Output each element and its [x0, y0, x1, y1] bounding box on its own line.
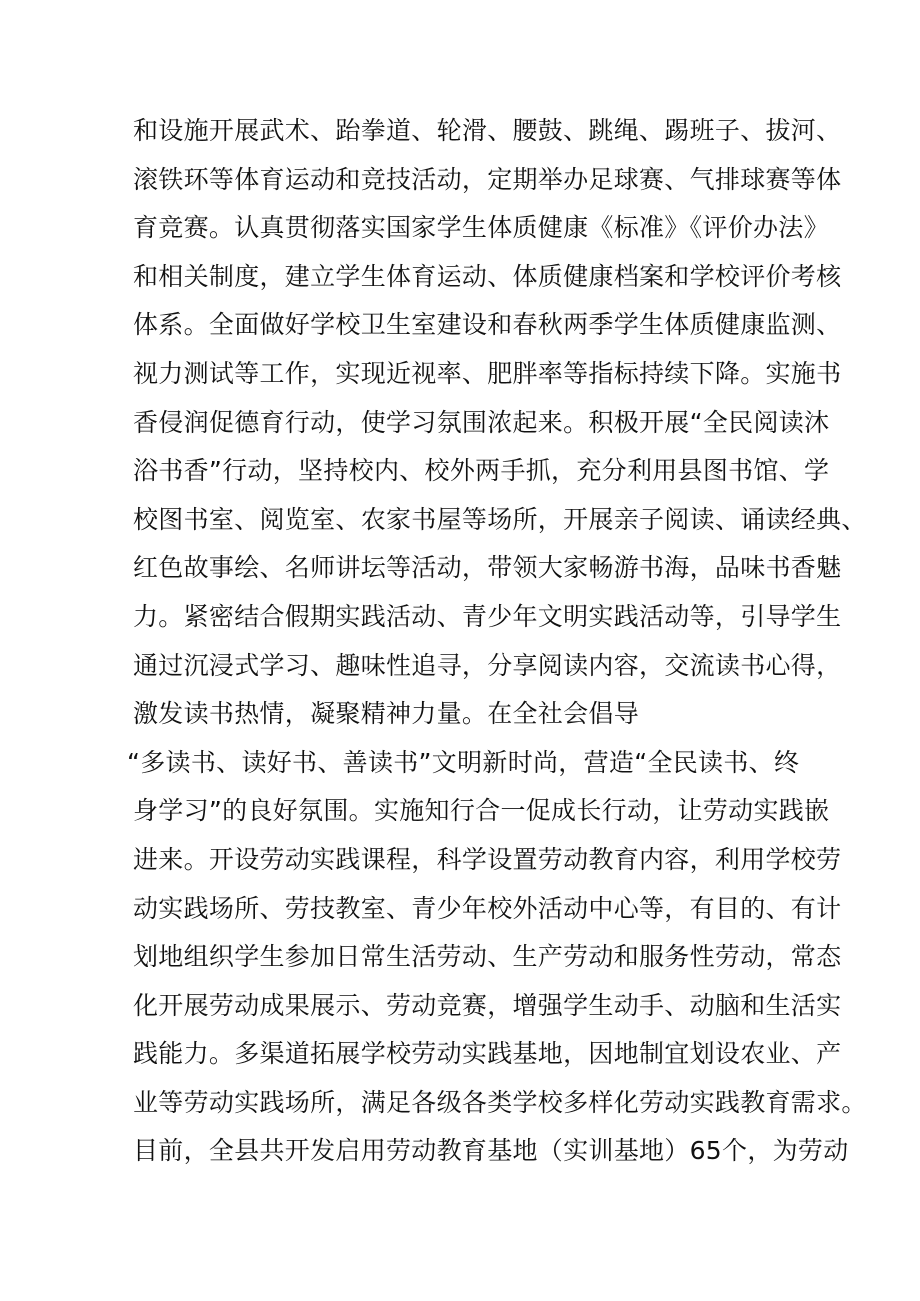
text-line: 和相关制度，建立学生体育运动、体质健康档案和学校评价考核: [133, 261, 842, 291]
text-line: 身学习”的良好氛围。实施知行合一促成长行动，让劳动实践嵌: [133, 796, 830, 826]
text-line: 通过沉浸式学习、趣味性追寻，分享阅读内容，交流读书心得，: [133, 650, 842, 680]
text-line: 滚铁环等体育运动和竞技活动，定期举办足球赛、气排球赛等体: [133, 164, 842, 194]
text-line: 浴书香”行动，坚持校内、校外两手抓，充分利用县图书馆、学: [133, 456, 830, 486]
text-line: 香侵润促德育行动，使学习氛围浓起来。积极开展“全民阅读沐: [133, 407, 830, 437]
text-line: 育竞赛。认真贯彻落实国家学生体质健康《标准》《评价办法》: [133, 213, 829, 243]
text-line: 践能力。多渠道拓展学校劳动实践基地，因地制宜划设农业、产: [133, 1039, 842, 1069]
text-line: 红色故事绘、名师讲坛等活动，带领大家畅游书海，品味书香魅: [133, 553, 842, 583]
text-line: 划地组织学生参加日常生活劳动、生产劳动和服务性劳动，常态: [133, 942, 842, 972]
text-line: 激发读书热情，凝聚精神力量。在全社会倡导: [133, 699, 640, 729]
body-text: [127, 107, 867, 1176]
text-line: 力。紧密结合假期实践活动、青少年文明实践活动等，引导学生: [133, 601, 842, 631]
text-line: 校图书室、阅览室、农家书屋等场所，开展亲子阅读、诵读经典、: [133, 504, 867, 534]
text-line: 进来。开设劳动实践课程，科学设置劳动教育内容，利用学校劳: [133, 844, 842, 874]
text-line: 目前，全县共开发启用劳动教育基地（实训基地）65个，为劳动: [133, 1136, 849, 1166]
text-line: 业等劳动实践场所，满足各级各类学校多样化劳动实践教育需求。: [133, 1087, 867, 1117]
text-line: 化开展劳动成果展示、劳动竞赛，增强学生动手、动脑和生活实: [133, 990, 842, 1020]
text-line: 体系。全面做好学校卫生室建设和春秋两季学生体质健康监测、: [133, 310, 842, 340]
text-line: “多读书、读好书、善读书”文明新时尚，营造“全民读书、终: [127, 747, 800, 777]
text-line: 和设施开展武术、跆拳道、轮滑、腰鼓、跳绳、踢班子、拔河、: [133, 116, 842, 145]
text-line: 动实践场所、劳技教室、青少年校外活动中心等，有目的、有计: [133, 893, 842, 923]
text-line: 视力测试等工作，实现近视率、肥胖率等指标持续下降。实施书: [133, 358, 842, 388]
